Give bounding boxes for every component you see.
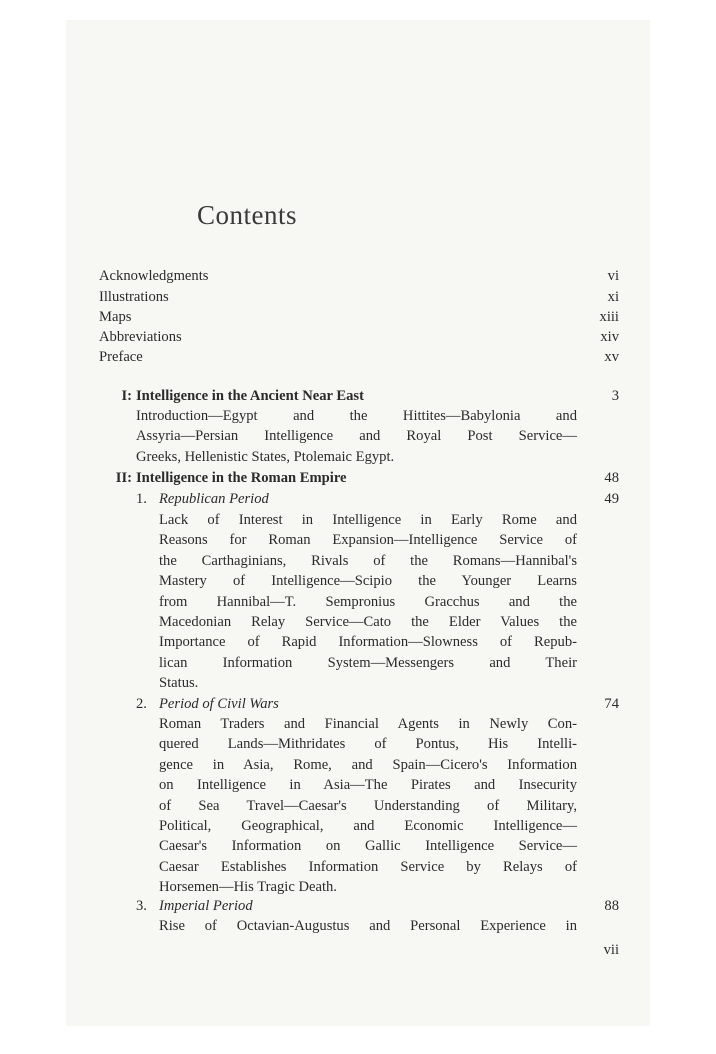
description-line: Assyria—Persian Intelligence and Royal Post Service—: [136, 428, 577, 445]
description-line: quered Lands—Mithridates of Pontus, His Intelli-: [159, 736, 577, 753]
description-line: gence in Asia, Rome, and Spain—Cicero's Information: [159, 756, 577, 773]
description-line: Political, Geographical, and Economic Intelligence—: [159, 817, 577, 834]
description-line: Caesar's Information on Gallic Intelligence Service—: [159, 838, 577, 855]
toc-entry-label: Abbreviations: [99, 329, 182, 345]
description-line: Horsemen—His Tragic Death.: [159, 879, 337, 896]
toc-page-number: 74: [604, 696, 619, 712]
toc-entry[interactable]: [99, 266, 208, 286]
toc-entry[interactable]: [99, 347, 143, 367]
description-line: Mastery of Intelligence—Scipio the Younger Learns: [159, 573, 577, 590]
toc-entry-label: Preface: [99, 349, 143, 365]
description-line: Reasons for Roman Expansion—Intelligence Service of: [159, 532, 577, 549]
description-line: lican Information System—Messengers and Their: [159, 654, 577, 671]
section-description: [159, 916, 577, 936]
section-description: [159, 510, 577, 694]
toc-entry-label: Acknowledgments: [99, 268, 209, 284]
description-line: from Hannibal—T. Sempronius Gracchus and the: [159, 593, 577, 610]
toc-entry[interactable]: [99, 327, 182, 347]
part-description: [136, 406, 577, 467]
toc-entry-label: Maps: [99, 309, 132, 325]
part-number: II:: [115, 470, 132, 486]
toc-page-number: vi: [607, 268, 619, 284]
description-line: Rise of Octavian-Augustus and Personal Experience in: [159, 918, 577, 934]
toc-page-number: 49: [604, 491, 619, 507]
toc-page-number: xv: [604, 349, 619, 365]
toc-page-number: 3: [611, 388, 619, 404]
page-folio: vii: [603, 942, 619, 958]
toc-entry[interactable]: [99, 307, 131, 327]
description-line: Introduction—Egypt and the Hittites—Babylonia and: [136, 408, 577, 424]
section-description: [159, 714, 577, 898]
section-title[interactable]: Imperial Period: [159, 898, 253, 914]
section-title[interactable]: Republican Period: [159, 491, 269, 507]
description-line: Greeks, Hellenistic States, Ptolemaic Egypt.: [136, 448, 395, 465]
description-line: Roman Traders and Financial Agents in Newly Con-: [159, 716, 577, 732]
section-title[interactable]: Period of Civil Wars: [159, 696, 279, 712]
description-line: Macedonian Relay Service—Cato the Elder Values the: [159, 613, 577, 630]
description-line: Importance of Rapid Information—Slowness of Repub-: [159, 634, 577, 651]
section-number: 2.: [136, 696, 147, 712]
description-line: of Sea Travel—Caesar's Understanding of Military,: [159, 797, 577, 814]
toc-page-number: 88: [604, 898, 619, 914]
description-line: Lack of Interest in Intelligence in Early Rome and: [159, 512, 577, 528]
part-title[interactable]: Intelligence in the Roman Empire: [136, 470, 347, 486]
section-number: 3.: [136, 898, 147, 914]
part-title[interactable]: Intelligence in the Ancient Near East: [136, 388, 364, 404]
section-number: 1.: [136, 491, 147, 507]
description-line: on Intelligence in Asia—The Pirates and Insecurity: [159, 777, 577, 794]
toc-page-number: xiv: [600, 329, 619, 345]
toc-entry[interactable]: [99, 287, 169, 307]
toc-page-number: xiii: [599, 309, 619, 325]
description-line: Caesar Establishes Information Service by Relays of: [159, 858, 577, 875]
toc-page-number: 48: [604, 470, 619, 486]
part-number: I:: [121, 388, 132, 404]
toc-entry-label: Illustrations: [99, 289, 169, 305]
page-title: Contents: [197, 200, 298, 230]
description-line: the Carthaginians, Rivals of the Romans—Hannibal's: [159, 552, 577, 569]
description-line: Status.: [159, 675, 199, 692]
toc-page-number: xi: [607, 289, 619, 305]
